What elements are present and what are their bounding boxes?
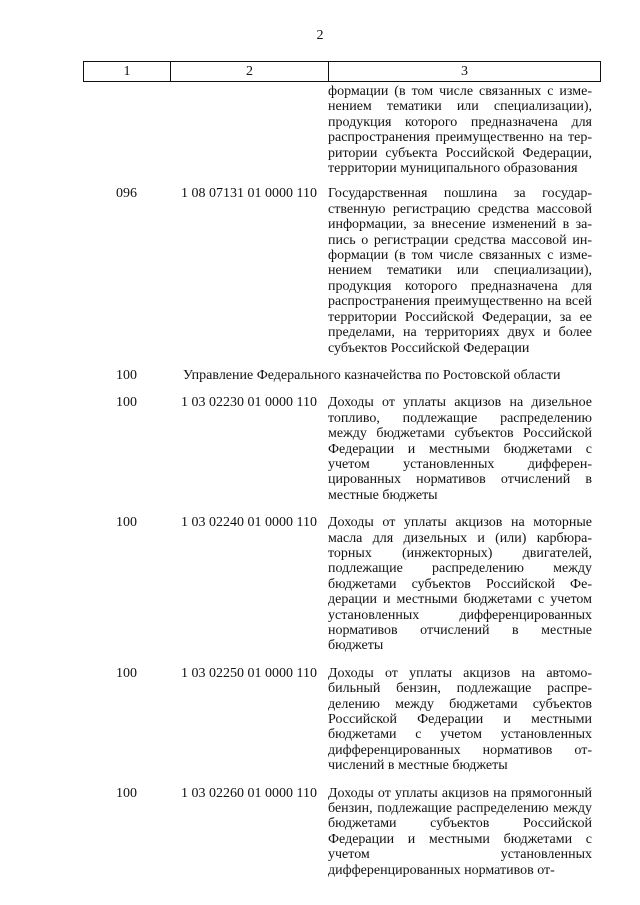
budget-code: 1 03 02250 01 0000 110: [181, 665, 317, 681]
admin-code: [83, 84, 170, 176]
row-description: Доходы от уплаты акцизов на автомобильный бензин, подлежащие распределению между бюджетами субъектов Российской Федерации и местными бюджетами с учетом установленных дифференцированных нормативов отчислений в местные бюджеты: [328, 665, 592, 774]
row-description: Доходы от уплаты акцизов на прямогонный бензин, подлежащие распределению между бюджетами субъектов Российской Федерации и местными бюджетами с учетом установленных дифференцированных нормативов от-: [328, 785, 592, 878]
admin-code: 100: [116, 367, 137, 383]
budget-code: 1 03 02230 01 0000 110: [181, 395, 317, 411]
admin-code: 100: [116, 665, 137, 681]
page-number: 2: [316, 28, 324, 43]
admin-code: 100: [116, 515, 137, 531]
table-body: [83, 84, 601, 890]
table-row-continuation: [83, 84, 601, 176]
organization-title: Управление Федерального казначейства по Ростовской области: [183, 367, 561, 383]
row-description: Доходы от уплаты акцизов на дизельное топливо, подлежащие распределению между бюджетами субъектов Российской Федерации и местными бюджетами с учетом установленных дифференцированных нормативов отчислений в местные бюджеты: [328, 395, 592, 503]
row-description: формации (в том числе связанных с изменением тематики или специализации), продукция которого предназначена для распространения преимущественно на территории субъекта Российской Федерации, территории муниципального образования: [328, 84, 592, 177]
budget-code: [170, 84, 328, 176]
table-row: [83, 395, 601, 503]
header-col-3: 3: [461, 63, 468, 79]
admin-code: 100: [116, 785, 137, 801]
budget-code: 1 08 07131 01 0000 110: [181, 186, 317, 202]
header-col-2: 2: [171, 62, 329, 81]
budget-code: 1 03 02260 01 0000 110: [181, 785, 317, 801]
table-row-organization: [83, 368, 601, 383]
budget-code: 1 03 02240 01 0000 110: [181, 515, 317, 531]
table-row: [83, 666, 601, 774]
row-description: Государственная пошлина за государственную регистрацию средства массовой информации, за внесение изменений в запись о регистрации средства массовой информации (в том числе связанных с изменением тематики или специализации), продукция которого предназначена для распространения преимущественно на всей территории Российской Федерации, за ее пределами, на территориях двух и более субъектов Российской Федерации: [328, 186, 592, 356]
admin-code: 096: [116, 186, 137, 202]
table-row: [83, 786, 601, 878]
admin-code: 100: [116, 395, 137, 411]
row-description: Доходы от уплаты акцизов на моторные масла для дизельных и (или) карбюраторных (инжекторных) двигателей, подлежащие распределению между бюджетами субъектов Российской Федерации и местными бюджетами с учетом установленных дифференцированных нормативов отчислений в местные бюджеты: [328, 515, 592, 654]
table-header: [83, 61, 601, 82]
table-row: [83, 515, 601, 654]
table-row: [83, 186, 601, 355]
header-col-1: 1: [84, 62, 171, 81]
